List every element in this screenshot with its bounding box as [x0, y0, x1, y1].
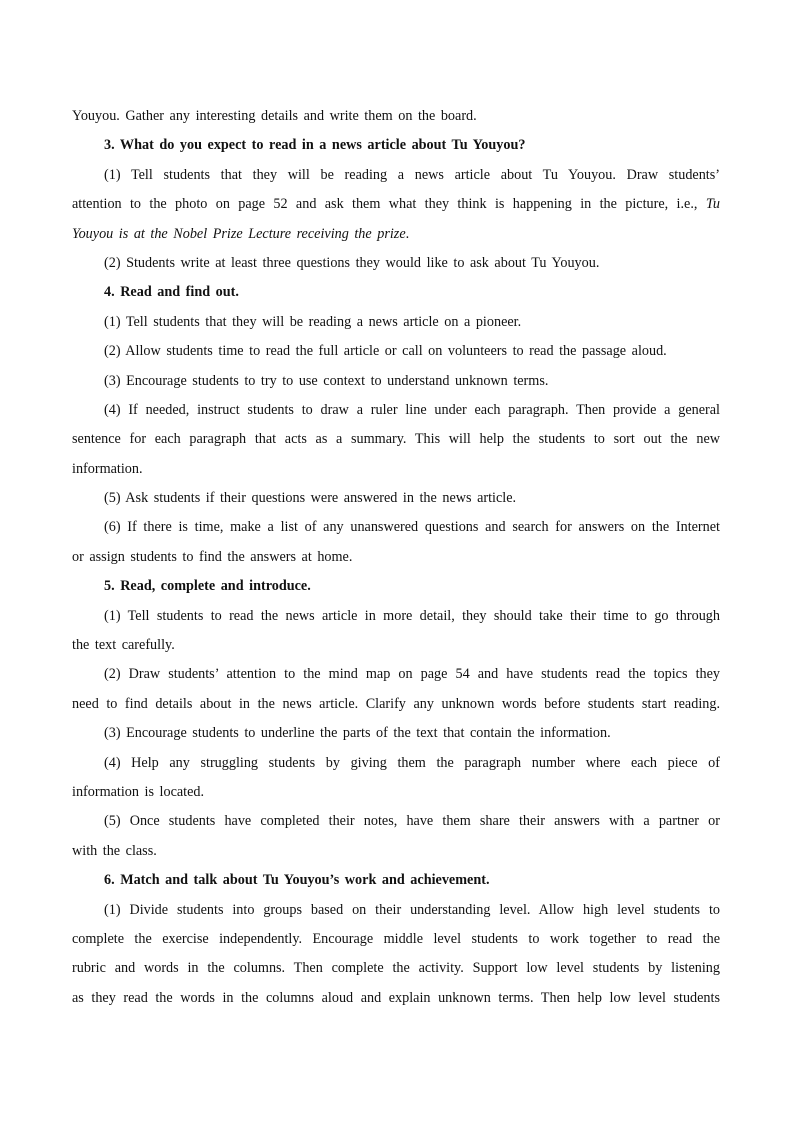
- text-line: the text carefully.: [72, 637, 175, 654]
- text-line: sentence for each paragraph that acts as a summary. This will help the students to sort out the new: [72, 431, 720, 448]
- text-line: (3) Encourage students to underline the parts of the text that contain the information.: [104, 725, 611, 742]
- text-line: (2) Draw students’ attention to the mind map on page 54 and have students read the topics they: [104, 666, 720, 683]
- text-line: (1) Divide students into groups based on their understanding level. Allow high level students to: [104, 901, 720, 918]
- section-heading-6: 6. Match and talk about Tu Youyou’s work and achievement.: [104, 872, 490, 889]
- text-span: .: [405, 225, 410, 242]
- italic-text: Tu: [705, 196, 720, 213]
- text-line: need to find details about in the news article. Clarify any unknown words before students start reading.: [72, 695, 720, 712]
- text-line: (5) Once students have completed their notes, have them share their answers with a partner or: [104, 813, 720, 830]
- section-heading-4: 4. Read and find out.: [104, 284, 239, 301]
- document-page: [72, 102, 720, 1013]
- text-line: information is located.: [72, 783, 205, 800]
- text-line: (6) If there is time, make a list of any unanswered questions and search for answers on the Internet: [104, 519, 720, 536]
- text-line: with the class.: [72, 842, 157, 859]
- text-line: (4) Help any struggling students by giving them the paragraph number where each piece of: [104, 754, 720, 771]
- text-span: attention to the photo on page 52 and ask them what they think is happening in the picture, i.e.,: [72, 196, 698, 213]
- section-heading-3: 3. What do you expect to read in a news article about Tu Youyou?: [104, 137, 526, 154]
- section-heading-5: 5. Read, complete and introduce.: [104, 578, 311, 595]
- text-line: Youyou. Gather any interesting details and write them on the board.: [72, 108, 477, 124]
- text-line: or assign students to find the answers at home.: [72, 548, 353, 565]
- text-line: (1) Tell students to read the news article in more detail, they should take their time to go through: [104, 607, 720, 624]
- italic-text: Youyou is at the Nobel Prize Lecture receiving the prize: [72, 225, 406, 242]
- text-line: information.: [72, 460, 143, 477]
- text-line: rubric and words in the columns. Then complete the activity. Support low level students by listening: [72, 960, 720, 977]
- text-line: [72, 220, 720, 249]
- text-line: as they read the words in the columns aloud and explain unknown terms. Then help low level students: [72, 989, 720, 1006]
- text-line: (2) Allow students time to read the full article or call on volunteers to read the passage aloud.: [104, 343, 667, 360]
- text-line: [72, 190, 720, 219]
- text-line: (1) Tell students that they will be reading a news article on a pioneer.: [104, 313, 522, 330]
- text-line: (5) Ask students if their questions were answered in the news article.: [104, 490, 517, 507]
- text-line: (2) Students write at least three questions they would like to ask about Tu Youyou.: [104, 254, 600, 271]
- text-line: complete the exercise independently. Encourage middle level students to work together to read the: [72, 930, 720, 947]
- text-line: (4) If needed, instruct students to draw a ruler line under each paragraph. Then provide a general: [104, 401, 720, 418]
- text-line: (1) Tell students that they will be reading a news article about Tu Youyou. Draw students’: [104, 166, 720, 183]
- text-line: (3) Encourage students to try to use context to understand unknown terms.: [104, 372, 549, 389]
